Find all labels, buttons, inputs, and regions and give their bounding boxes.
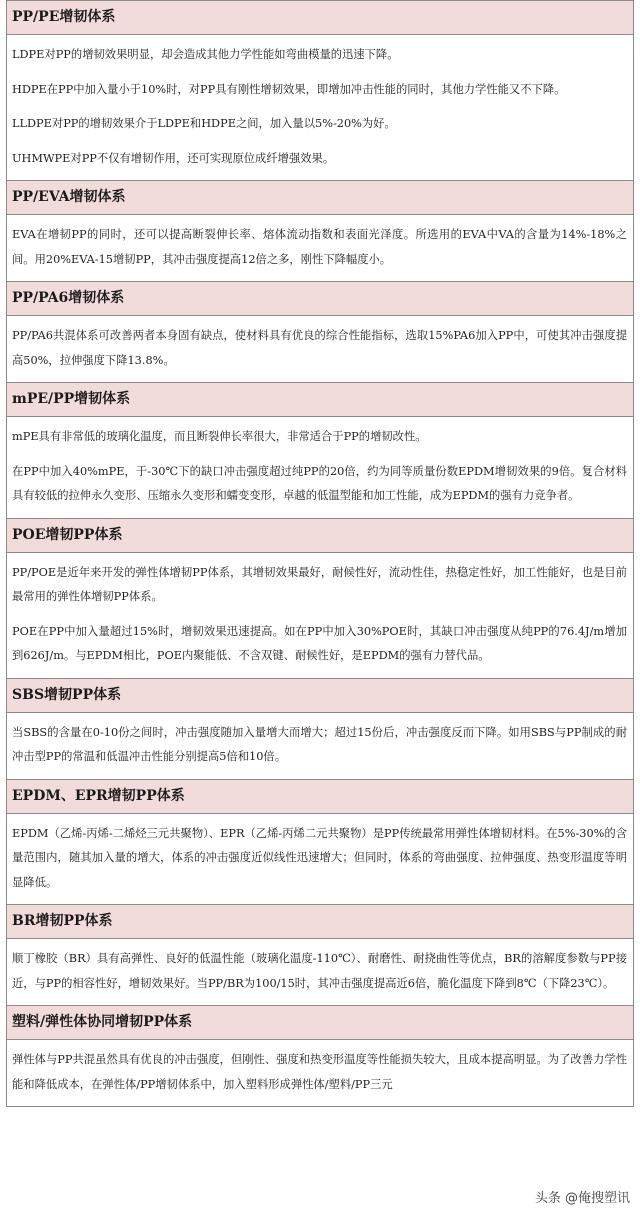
section-body bbox=[7, 713, 633, 779]
section-body bbox=[7, 35, 633, 180]
section bbox=[6, 905, 634, 1006]
section-body bbox=[7, 316, 633, 382]
section bbox=[6, 679, 634, 780]
paragraph: EPDM（乙烯-丙烯-二烯烃三元共聚物）、EPR（乙烯-丙烯二元共聚物）是PP传统最常用弹性体增韧材料。在5%-30%的含量范围内，随其加入量的增大，体系的冲击强度近似线性迅速增大；但同时，体系的弯曲强度、拉伸强度、热变形温度等明显降低。 bbox=[12, 826, 627, 889]
paragraph: 弹性体与PP共混虽然具有优良的冲击强度，但刚性、强度和热变形温度等性能损失较大，且成本提高明显。为了改善力学性能和降低成本，在弹性体/PP增韧体系中，加入塑料形成弹性体/塑料/PP三元 bbox=[12, 1053, 627, 1091]
paragraph: 在PP中加入40%mPE，于-30℃下的缺口冲击强度超过纯PP的20倍，约为同等质量份数EPDM增韧效果的9倍。复合材料具有较低的拉伸永久变形、压缩永久变形和蠕变变形，卓越的低温型能和加工性能，成为EPDM的强有力竞争者。 bbox=[12, 464, 627, 502]
paragraph: UHMWPE对PP不仅有增韧作用，还可实现原位成纤增强效果。 bbox=[12, 151, 335, 165]
section-body bbox=[7, 939, 633, 1005]
paragraph: POE在PP中加入量超过15%时，增韧效果迅速提高。如在PP中加入30%POE时，其缺口冲击强度从纯PP的76.4J/m增加到626J/m。与EPDM相比，POE内聚能低、不含双键、耐候性好，是EPDM的强有力替代品。 bbox=[12, 624, 627, 662]
section-body bbox=[7, 215, 633, 281]
watermark: 头条 @俺搜塑讯 bbox=[534, 1191, 630, 1206]
section-title: mPE/PP增韧体系 bbox=[7, 383, 633, 417]
section bbox=[6, 0, 634, 181]
section-title: PP/EVA增韧体系 bbox=[7, 181, 633, 215]
section-title: SBS增韧PP体系 bbox=[7, 679, 633, 713]
section-title: POE增韧PP体系 bbox=[7, 519, 633, 553]
section-body bbox=[7, 553, 633, 678]
paragraph: EVA在增韧PP的同时，还可以提高断裂伸长率、熔体流动指数和表面光泽度。所选用的EVA中VA的含量为14%-18%之间。用20%EVA-15增韧PP，其冲击强度提高12倍之多，刚性下降幅度小。 bbox=[12, 228, 627, 266]
paragraph: mPE具有非常低的玻璃化温度，而且断裂伸长率很大，非常适合于PP的增韧改性。 bbox=[12, 430, 427, 443]
paragraph: 当SBS的含量在0-10份之间时，冲击强度随加入量增大而增大；超过15份后，冲击强度反而下降。如用SBS与PP制成的耐冲击型PP的常温和低温冲击性能分别提高5倍和10倍。 bbox=[12, 725, 627, 763]
section-title: BR增韧PP体系 bbox=[7, 905, 633, 939]
section-title: 塑料/弹性体协同增韧PP体系 bbox=[7, 1006, 633, 1040]
section bbox=[6, 519, 634, 679]
section-body bbox=[7, 814, 633, 905]
paragraph: LLDPE对PP的增韧效果介于LDPE和HDPE之间，加入量以5%-20%为好。 bbox=[12, 117, 396, 130]
document bbox=[6, 0, 634, 1107]
section bbox=[6, 282, 634, 383]
section-body bbox=[7, 1040, 633, 1106]
paragraph: HDPE在PP中加入量小于10%时，对PP具有刚性增韧效果，即增加冲击性能的同时，其他力学性能又不下降。 bbox=[12, 82, 566, 96]
section-title: EPDM、EPR增韧PP体系 bbox=[7, 780, 633, 814]
section bbox=[6, 181, 634, 282]
section bbox=[6, 1006, 634, 1107]
section bbox=[6, 780, 634, 906]
section-title: PP/PA6增韧体系 bbox=[7, 282, 633, 316]
paragraph: 顺丁橡胶（BR）具有高弹性、良好的低温性能（玻璃化温度-110℃）、耐磨性、耐挠曲性等优点，BR的溶解度参数与PP接近，与PP的相容性好，增韧效果好。当PP/BR为100/15时，其冲击强度提高近6倍，脆化温度下降到8℃（下降23℃）。 bbox=[12, 952, 627, 990]
paragraph: LDPE对PP的增韧效果明显，却会造成其他力学性能如弯曲模量的迅速下降。 bbox=[12, 48, 399, 61]
paragraph: PP/POE是近年来开发的弹性体增韧PP体系，其增韧效果最好，耐候性好，流动性佳，热稳定性好，加工性能好，也是目前最常用的弹性体增韧PP体系。 bbox=[12, 565, 627, 603]
section-body bbox=[7, 417, 633, 518]
section bbox=[6, 383, 634, 519]
paragraph: PP/PA6共混体系可改善两者本身固有缺点，使材料具有优良的综合性能指标，选取15%PA6加入PP中，可使其冲击强度提高50%，拉伸强度下降13.8%。 bbox=[12, 329, 627, 367]
section-title: PP/PE增韧体系 bbox=[7, 1, 633, 35]
